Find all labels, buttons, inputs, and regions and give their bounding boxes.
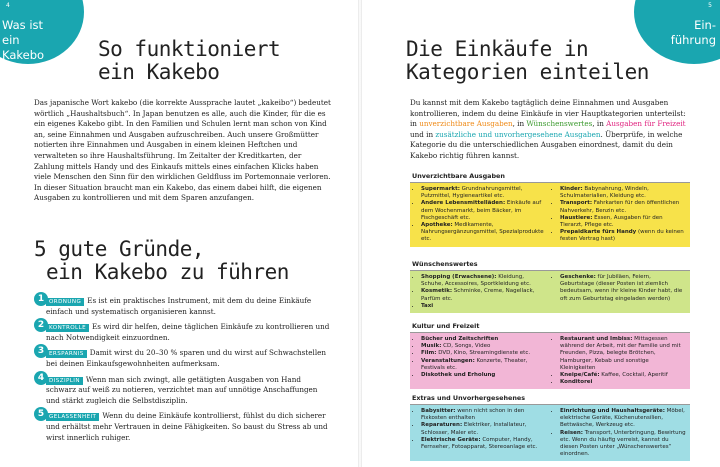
title-line-2: Kategorien einteilen (406, 60, 649, 84)
tab-line-2: führung (670, 33, 716, 47)
title-line-1: Die Einkäufe in (406, 37, 589, 61)
chapter-tab-label-right (646, 18, 716, 48)
list-item: • Film: DVD, Kino, Streamingdienste etc. (421, 350, 547, 357)
category-title: Unverzichtbare Ausgaben (412, 172, 505, 180)
reason-tag: KONTROLLE (46, 324, 89, 332)
category-essential (410, 172, 690, 247)
intro-part-b: . Überprüfe, in welche Kategorie du die unterschiedlichen Ausgaben einordnest, damit du dein Kakebo richtig führen kannst. (410, 129, 683, 160)
reason-number: 2 (34, 318, 48, 332)
category-highlight-extras: zusätzliche und unvorhergesehene Ausgaben (435, 129, 601, 139)
list-item: • Einrichtung und Haushaltsgeräte: Möbel, elektrische Geräte, Küchenutensilien, Bettwäsche, Werkzeug etc. (560, 408, 686, 430)
subtitle-line-2: ein Kakebo zu führen (46, 260, 289, 284)
tab-line-1: Was ist ein (2, 18, 44, 47)
category-column-right (553, 274, 686, 310)
list-item: • Bücher und Zeitschriften (421, 336, 547, 343)
category-column-left (414, 186, 547, 244)
category-title: Kultur und Freizeit (412, 322, 480, 330)
right-page (360, 0, 720, 467)
reason-item (37, 294, 332, 317)
list-item: • Babysitter: wenn nicht schon in den Fixkosten enthalten (421, 408, 547, 422)
title-line-2: ein Kakebo (98, 60, 220, 84)
tab-line-2: Kakebo (2, 48, 45, 62)
category-extras (410, 394, 690, 461)
category-column-right (553, 336, 686, 386)
reasons-list (37, 294, 332, 448)
list-item: • Prepaidkarte fürs Handy (wenn du keinen festen Vertrag hast) (560, 229, 686, 243)
list-item: • Taxi (421, 303, 547, 310)
list-item: • Apotheke: Medikamente, Nahrungsergänzungsmittel, Spezialprodukte etc. (421, 222, 547, 244)
reason-text: Wenn du deine Einkäufe kontrollierst, fühlst du dich sicherer und erhältst mehr Vertrauen in deine Fähigkeiten. So baust du Stress ab und wirst innerlich ruhiger. (46, 411, 328, 442)
list-item: • Diskothek und Erholung (421, 372, 547, 379)
category-box (410, 182, 690, 247)
list-item: • Shopping (Erwachsene): Kleidung, Schuhe, Accessoires, Sportkleidung etc. (421, 274, 547, 288)
list-item: • Kinder: Babynahrung, Windeln, Schulmaterialien, Kleidung etc. (560, 186, 686, 200)
reason-text: Es wird dir helfen, deine täglichen Einkäufe zu kontrollieren und nach Notwendigkeit einzuordnen. (46, 322, 330, 342)
page-number-left: 4 (6, 2, 10, 9)
reason-number: 1 (34, 292, 48, 306)
reason-number: 3 (34, 344, 48, 358)
list-item: • Restaurant und Imbiss: Mittagessen während der Arbeit, mit der Familie und mit Freunden, Pizza, belegte Brötchen, Hamburger, Kebab und sonstige Kleinigkeiten (560, 336, 686, 372)
page-title-right (406, 38, 649, 84)
intro-paragraph: Das japanische Wort kakebo (die korrekte Aussprache lautet „kakeibo“) bedeutet wörtlich „Haushaltsbuch“. In Japan benutzen es alle, auch die Kinder, für die es ein eigenes Kakebo gibt. In den Familien und Schulen lernt man schon von Kind an, seine Einnahmen und Ausgaben aufzuschreiben. Auch unsere Großmütter notierten ihre Einnahmen und Ausgaben in einem kleinen Heftchen und verwalteten so ihre Haushaltsführung. Im Zeitalter der Kreditkarten, der Zahlung mittels Handy und des Einkaufs mittels eines einfachen Klicks haben viele Menschen den Sinn für den wirklichen Geldfluss im Portemonnaie verloren. In dieser Situation braucht man ein Kakebo, das einem dabei hilft, die eigenen Ausgaben zu kontrollieren und mit dem Sparen anzufangen. (34, 98, 331, 203)
reason-item (37, 372, 332, 407)
list-item: • Kosmetik: Schminke, Creme, Nagellack, Parfüm etc. (421, 288, 547, 302)
list-item: • Kneipe/Café: Kaffee, Cocktail, Aperitif (560, 372, 686, 379)
reason-item (37, 320, 332, 343)
subtitle-line-1: 5 gute Gründe, (34, 237, 205, 261)
list-item: • Geschenke: für Jubiläen, Feiern, Geburtstage (dieser Posten ist ziemlich bedeutsam, wenn ihr kleine Kinder habt, die oft zum Geburtstag eingeladen werden) (560, 274, 686, 303)
subtitle-reasons (34, 238, 289, 284)
reason-number: 5 (34, 407, 48, 421)
separator: , in (512, 119, 525, 129)
reason-tag: ERSPARNIS (46, 350, 87, 358)
category-column-left (414, 274, 547, 310)
reason-item (37, 346, 332, 369)
intro-part-a: Du kannst mit dem Kakebo tagtäglich deine Einnahmen und Ausgaben kontrollieren, indem du deine Einkäufe in vier Hauptkategorien unterteilst: in (410, 98, 686, 129)
categories-intro (410, 98, 692, 162)
category-column-left (414, 336, 547, 386)
list-item: • Konditorei (560, 379, 686, 386)
reason-tag: ORDNUNG (46, 298, 84, 306)
separator: und in (410, 129, 434, 139)
category-box (410, 332, 690, 389)
tab-line-1: Ein- (694, 18, 716, 32)
category-highlight-leisure: Ausgaben für Freizeit (606, 119, 686, 129)
reason-text: Damit wirst du 20–30 % sparen und du wirst auf Schwachstellen bei deinen Einkaufsgewohnheiten aufmerksam. (46, 348, 326, 368)
title-line-1: So funktioniert (98, 37, 281, 61)
category-highlight-desirable: Wünschenswertes (526, 119, 593, 129)
category-leisure (410, 322, 690, 389)
category-column-left (414, 408, 547, 458)
list-item: • Transport: Fahrkarten für den öffentlichen Nahverkehr, Benzin etc. (560, 200, 686, 214)
category-highlight-essential: unverzichtbare Ausgaben (419, 119, 513, 129)
reason-number: 4 (34, 371, 48, 385)
category-title: Wünschenswertes (412, 260, 478, 268)
page-title-left (98, 38, 280, 84)
category-column-right (553, 408, 686, 458)
list-item: • Supermarkt: Grundnahrungsmittel, Putzmittel, Hygieneartikel etc. (421, 186, 547, 200)
reason-text: Es ist ein praktisches Instrument, mit dem du deine Einkäufe einfach und systematisch organisieren kannst. (46, 296, 312, 316)
reason-item (37, 409, 332, 443)
page-number-right: 5 (708, 2, 712, 9)
list-item: • Reisen: Transport, Unterbringung, Bewirtung etc. Wenn du häufig verreist, kannst du diesen Posten unter „Wünschenswertes“ einordnen. (560, 430, 686, 459)
separator: , in (592, 119, 604, 129)
reason-tag: GELASSENHEIT (46, 413, 99, 421)
category-column-right (553, 186, 686, 244)
reason-tag: DISZIPLIN (46, 377, 83, 385)
list-item: • Haustiere: Essen, Ausgaben für den Tierarzt, Pflege etc. (560, 215, 686, 229)
list-item: • Andere Lebensmittelläden: Einkäufe auf dem Wochenmarkt, beim Bäcker, im Fischgeschäft etc. (421, 200, 547, 222)
category-title: Extras und Unvorhergesehenes (412, 394, 526, 402)
list-item: • Elektrische Geräte: Computer, Handy, Fernseher, Fotoapparat, Stereoanlage etc. (421, 437, 547, 451)
category-desirable (410, 260, 690, 313)
category-box (410, 270, 690, 313)
category-box (410, 404, 690, 461)
list-item: • Veranstaltungen: Konzerte, Theater, Festivals etc. (421, 358, 547, 372)
list-item: • Musik: CD, Songs, Video (421, 343, 547, 350)
reason-text: Wenn man sich zwingt, alle getätigten Ausgaben von Hand schwarz auf weiß zu notieren, verzichtet man auf unnötige Anschaffungen und stärkt zugleich die Selbstdisziplin. (46, 374, 318, 405)
chapter-tab-label-left (2, 18, 62, 63)
list-item: • Reparaturen: Elektriker, Installateur, Schlosser, Maler etc. (421, 422, 547, 436)
